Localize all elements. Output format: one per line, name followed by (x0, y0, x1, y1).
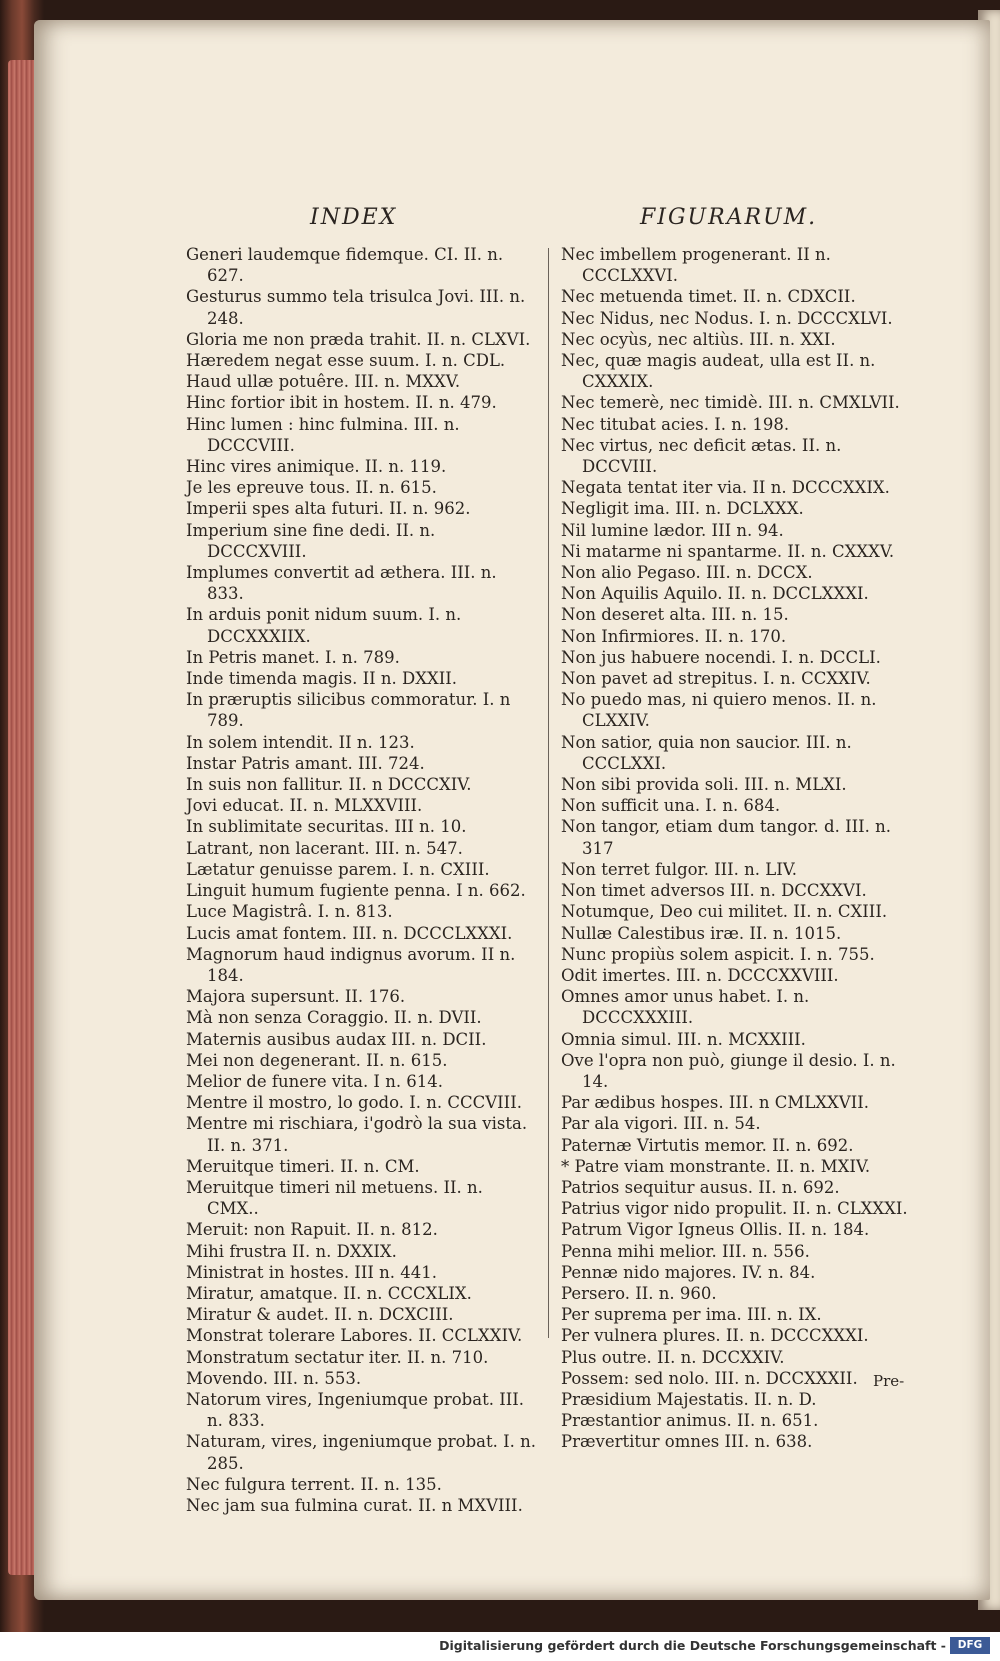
index-entry: Luce Magistrâ. I. n. 813. (186, 902, 393, 922)
index-entry: Nunc propiùs solem aspicit. I. n. 755. (561, 944, 875, 964)
index-entry: Mentre mi rischiara, i'godrò la sua vista. II. n. 371. (186, 1114, 528, 1155)
index-entry: Paternæ Virtutis memor. II. n. 692. (561, 1135, 854, 1155)
index-entry: In solem intendit. II n. 123. (186, 732, 415, 752)
page-edges (8, 60, 36, 1575)
index-entry: Notumque, Deo cui militet. II. n. CXIII. (561, 902, 888, 922)
index-entry: Miratur & audet. II. n. DCXCIII. (186, 1305, 454, 1325)
index-entry: Patrios sequitur ausus. II. n. 692. (561, 1177, 840, 1197)
index-entry: Nec metuenda timet. II. n. CDXCII. (561, 287, 856, 307)
index-entry: Mihi frustra II. n. DXXIX. (186, 1241, 397, 1261)
index-entry: Linguit humum fugiente penna. I n. 662. (186, 881, 526, 901)
index-entry: Hinc fortior ibit in hostem. II. n. 479. (186, 393, 497, 413)
index-entry: Ni matarme ni spantarme. II. n. CXXXV. (561, 541, 895, 561)
running-head-right: FIGURARUM. (640, 205, 818, 230)
index-entry: Nullæ Calestibus iræ. II. n. 1015. (561, 923, 842, 943)
index-entry: Non sibi provida soli. III. n. MLXI. (561, 775, 847, 795)
index-entry: Imperium sine fine dedi. II. n. DCCCXVIII. (186, 520, 436, 561)
index-entry: Non satior, quia non saucior. III. n. CCCLXXI. (561, 732, 852, 773)
digitization-credit: Digitalisierung gefördert durch die Deutsche Forschungsgemeinschaft - (439, 1638, 946, 1653)
index-entry: Non terret fulgor. III. n. LIV. (561, 859, 798, 879)
index-entry: Hæredem negat esse suum. I. n. CDL. (186, 351, 506, 371)
index-entry: Latrant, non lacerant. III. n. 547. (186, 838, 463, 858)
index-entry: Præsidium Majestatis. II. n. D. (561, 1389, 817, 1409)
index-entry: Meruitque timeri nil metuens. II. n. CMX.. (186, 1177, 483, 1219)
index-entry: Nec imbellem progenerant. II n. CCCLXXVI. (561, 245, 831, 286)
index-entry: Gesturus summo tela trisulca Jovi. III. n. 248. (186, 287, 526, 328)
index-entry: Plus outre. II. n. DCCXXIV. (561, 1347, 785, 1367)
index-entry: Nec jam sua fulmina curat. II. n MXVIII. (186, 1495, 523, 1515)
index-entry: Non alio Pegaso. III. n. DCCX. (561, 563, 813, 583)
index-entry: Mei non degenerant. II. n. 615. (186, 1050, 448, 1070)
index-entry: Possem: sed nolo. III. n. DCCXXXII. (561, 1368, 858, 1388)
index-entry: Monstrat tolerare Labores. II. CCLXXIV. (186, 1326, 523, 1346)
running-head-left: INDEX (310, 205, 398, 230)
index-entry: Lucis amat fontem. III. n. DCCCLXXXI. (186, 923, 513, 943)
index-entry: Implumes convertit ad æthera. III. n. 833. (186, 563, 497, 604)
index-entry: Inde timenda magis. II n. DXXII. (186, 669, 457, 689)
index-entry: Non Infirmiores. II. n. 170. (561, 626, 787, 646)
column-divider (548, 248, 549, 1338)
index-entry: Patrum Vigor Igneus Ollis. II. n. 184. (561, 1220, 870, 1240)
index-entry: Non Aquilis Aquilo. II. n. DCCLXXXI. (561, 584, 869, 604)
index-entry: Pennæ nido majores. IV. n. 84. (561, 1262, 816, 1282)
dfg-logo: DFG (950, 1637, 990, 1654)
index-entry: Natorum vires, Ingeniumque probat. III. n. 833. (186, 1389, 525, 1431)
index-entry: Par ala vigori. III. n. 54. (561, 1114, 761, 1134)
index-entry: Nec Nidus, nec Nodus. I. n. DCCCXLVI. (561, 308, 893, 328)
index-entry: Lætatur genuisse parem. I. n. CXIII. (186, 859, 490, 879)
index-entry: Nec, quæ magis audeat, ulla est II. n. CXXXIX. (561, 351, 876, 392)
index-entry: Non timet adversos III. n. DCCXXVI. (561, 881, 867, 901)
index-entry: Movendo. III. n. 553. (186, 1368, 362, 1388)
index-entry: Non tangor, etiam dum tangor. d. III. n. 317 (561, 817, 891, 858)
index-entry: In sublimitate securitas. III n. 10. (186, 817, 467, 837)
index-entry: Generi laudemque fidemque. CI. II. n. 627. (186, 245, 504, 286)
index-entry: Magnorum haud indignus avorum. II n. 184. (186, 944, 516, 985)
index-entry: Hinc vires animique. II. n. 119. (186, 457, 447, 477)
index-entry: Haud ullæ potuêre. III. n. MXXV. (186, 372, 461, 392)
index-entry: Par ædibus hospes. III. n CMLXXVII. (561, 1093, 869, 1113)
index-column-left (186, 244, 536, 1516)
index-entry: Monstratum sectatur iter. II. n. 710. (186, 1347, 489, 1367)
index-entry: Per suprema per ima. III. n. IX. (561, 1305, 822, 1325)
index-entry: Omnia simul. III. n. MCXXIII. (561, 1029, 806, 1049)
index-entry: In suis non fallitur. II. n DCCCXIV. (186, 775, 472, 795)
index-entry: * Patre viam monstrante. II. n. MXIV. (561, 1156, 871, 1176)
index-column-right (561, 244, 911, 1453)
index-entry: Mentre il mostro, lo godo. I. n. CCCVIII. (186, 1093, 522, 1113)
index-entry: Per vulnera plures. II. n. DCCCXXXI. (561, 1326, 869, 1346)
index-entry: In Petris manet. I. n. 789. (186, 647, 400, 667)
index-entry: Nec virtus, nec deficit ætas. II. n. DCCVIII. (561, 435, 842, 477)
index-entry: Negata tentat iter via. II n. DCCCXXIX. (561, 478, 890, 498)
index-entry: No puedo mas, ni quiero menos. II. n. CLXXIV. (561, 690, 877, 731)
index-entry: Non deseret alta. III. n. 15. (561, 605, 789, 625)
index-entry: Ove l'opra non può, giunge il desio. I. n. 14. (561, 1050, 896, 1091)
index-entry: Nec titubat acies. I. n. 198. (561, 414, 790, 434)
index-entry: Naturam, vires, ingeniumque probat. I. n. 285. (186, 1432, 536, 1473)
index-entry: In arduis ponit nidum suum. I. n. DCCXXXIIX. (186, 605, 462, 646)
index-entry: In præruptis silicibus commoratur. I. n 789. (186, 690, 511, 731)
index-entry: Non sufficit una. I. n. 684. (561, 796, 781, 816)
index-entry: Hinc lumen : hinc fulmina. III. n. DCCCVIII. (186, 414, 460, 455)
index-entry: Non pavet ad strepitus. I. n. CCXXIV. (561, 669, 871, 689)
index-entry: Nec temerè, nec timidè. III. n. CMXLVII. (561, 393, 900, 413)
index-entry: Præstantior animus. II. n. 651. (561, 1411, 819, 1431)
index-entry: Maternis ausibus audax III. n. DCII. (186, 1029, 487, 1049)
index-entry: Nec ocyùs, nec altiùs. III. n. XXI. (561, 329, 836, 349)
index-entry: Imperii spes alta futuri. II. n. 962. (186, 499, 471, 519)
index-entry: Jovi educat. II. n. MLXXVIII. (186, 796, 423, 816)
index-entry: Nil lumine lædor. III n. 94. (561, 520, 784, 540)
index-entry: Je les epreuve tous. II. n. 615. (186, 478, 437, 498)
index-entry: Negligit ima. III. n. DCLXXX. (561, 499, 804, 519)
index-entry: Melior de funere vita. I n. 614. (186, 1071, 444, 1091)
index-entry: Non jus habuere nocendi. I. n. DCCLI. (561, 647, 881, 667)
index-entry: Gloria me non præda trahit. II. n. CLXVI. (186, 329, 531, 349)
index-entry: Meruit: non Rapuit. II. n. 812. (186, 1220, 438, 1240)
index-entry: Meruitque timeri. II. n. CM. (186, 1156, 420, 1176)
index-entry: Omnes amor unus habet. I. n. DCCCXXXIII. (561, 987, 810, 1028)
index-entry: Ministrat in hostes. III n. 441. (186, 1262, 437, 1282)
index-entry: Instar Patris amant. III. 724. (186, 753, 425, 773)
catchword: Pre- (873, 1372, 905, 1390)
index-entry: Penna mihi melior. III. n. 556. (561, 1241, 810, 1261)
index-entry: Majora supersunt. II. 176. (186, 987, 406, 1007)
index-entry: Odit imertes. III. n. DCCCXXVIII. (561, 965, 839, 985)
index-entry: Persero. II. n. 960. (561, 1283, 717, 1303)
index-entry: Miratur, amatque. II. n. CCCXLIX. (186, 1283, 472, 1303)
index-entry: Nec fulgura terrent. II. n. 135. (186, 1474, 442, 1494)
index-entry: Prævertitur omnes III. n. 638. (561, 1432, 813, 1452)
index-entry: Mà non senza Coraggio. II. n. DVII. (186, 1008, 482, 1028)
index-entry: Patrius vigor nido propulit. II. n. CLXXXI. (561, 1199, 908, 1219)
